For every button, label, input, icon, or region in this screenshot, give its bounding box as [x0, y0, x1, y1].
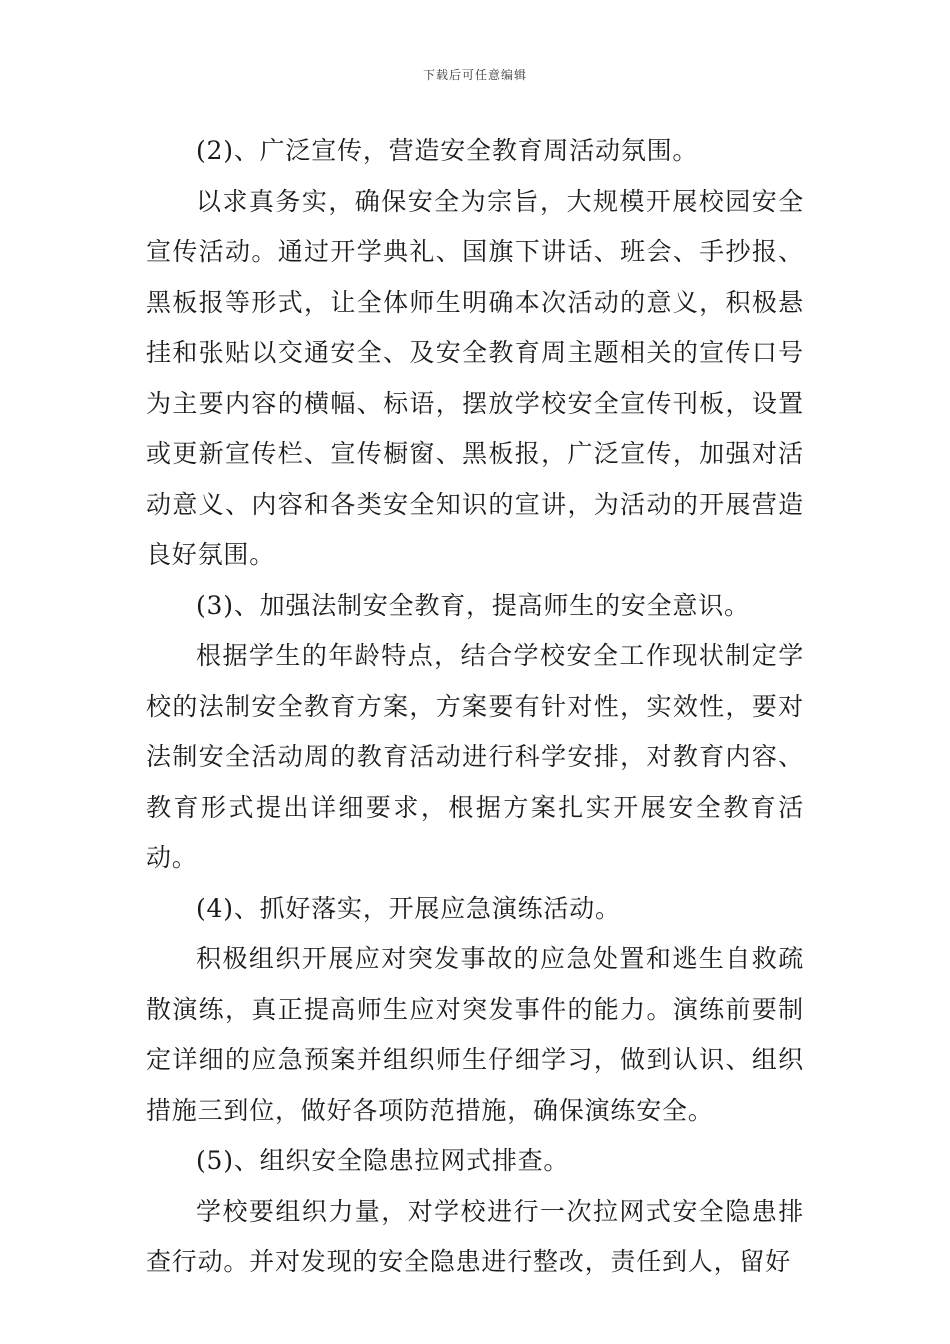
body-paragraph: 积极组织开展应对突发事故的应急处置和逃生自救疏散演练，真正提高师生应对突发事件的能力。演练前要制定详细的应急预案并组织师生仔细学习，做到认识、组织措施三到位，做好各项防范措施，确保演练安全。: [146, 944, 804, 1125]
body-paragraph: 学校要组织力量，对学校进行一次拉网式安全隐患排查行动。并对发现的安全隐患进行整改，责任到人，留好: [146, 1196, 804, 1276]
section-heading-5: (5)、组织安全隐患拉网式排查。: [196, 1146, 570, 1175]
page-header: 下载后可任意编辑: [422, 68, 527, 82]
section-heading-4: (4)、抓好落实，开展应急演练活动。: [196, 893, 621, 923]
section-heading-3: (3)、加强法制安全教育，提高师生的安全意识。: [196, 590, 750, 620]
section-heading-2: (2)、广泛宣传，营造安全教育周活动氛围。: [196, 136, 699, 165]
body-paragraph: 以求真务实，确保安全为宗旨，大规模开展校园安全宣传活动。通过开学典礼、国旗下讲话、班会、手抄报、黑板报等形式，让全体师生明确本次活动的意义，积极悬挂和张贴以交通安全、及安全教育周主题相关的宣传口号为主要内容的横幅、标语，摆放学校安全宣传刊板，设置或更新宣传栏、宣传橱窗、黑板报，广泛宣传，加强对活动意义、内容和各类安全知识的宣讲，为活动的开展营造良好氛围。: [146, 186, 804, 569]
body-paragraph: 根据学生的年龄特点，结合学校安全工作现状制定学校的法制安全教育方案，方案要有针对性，实效性，要对法制安全活动周的教育活动进行科学安排，对教育内容、教育形式提出详细要求，根据方案扎实开展安全教育活动。: [146, 641, 804, 872]
document-body: [146, 126, 804, 1288]
